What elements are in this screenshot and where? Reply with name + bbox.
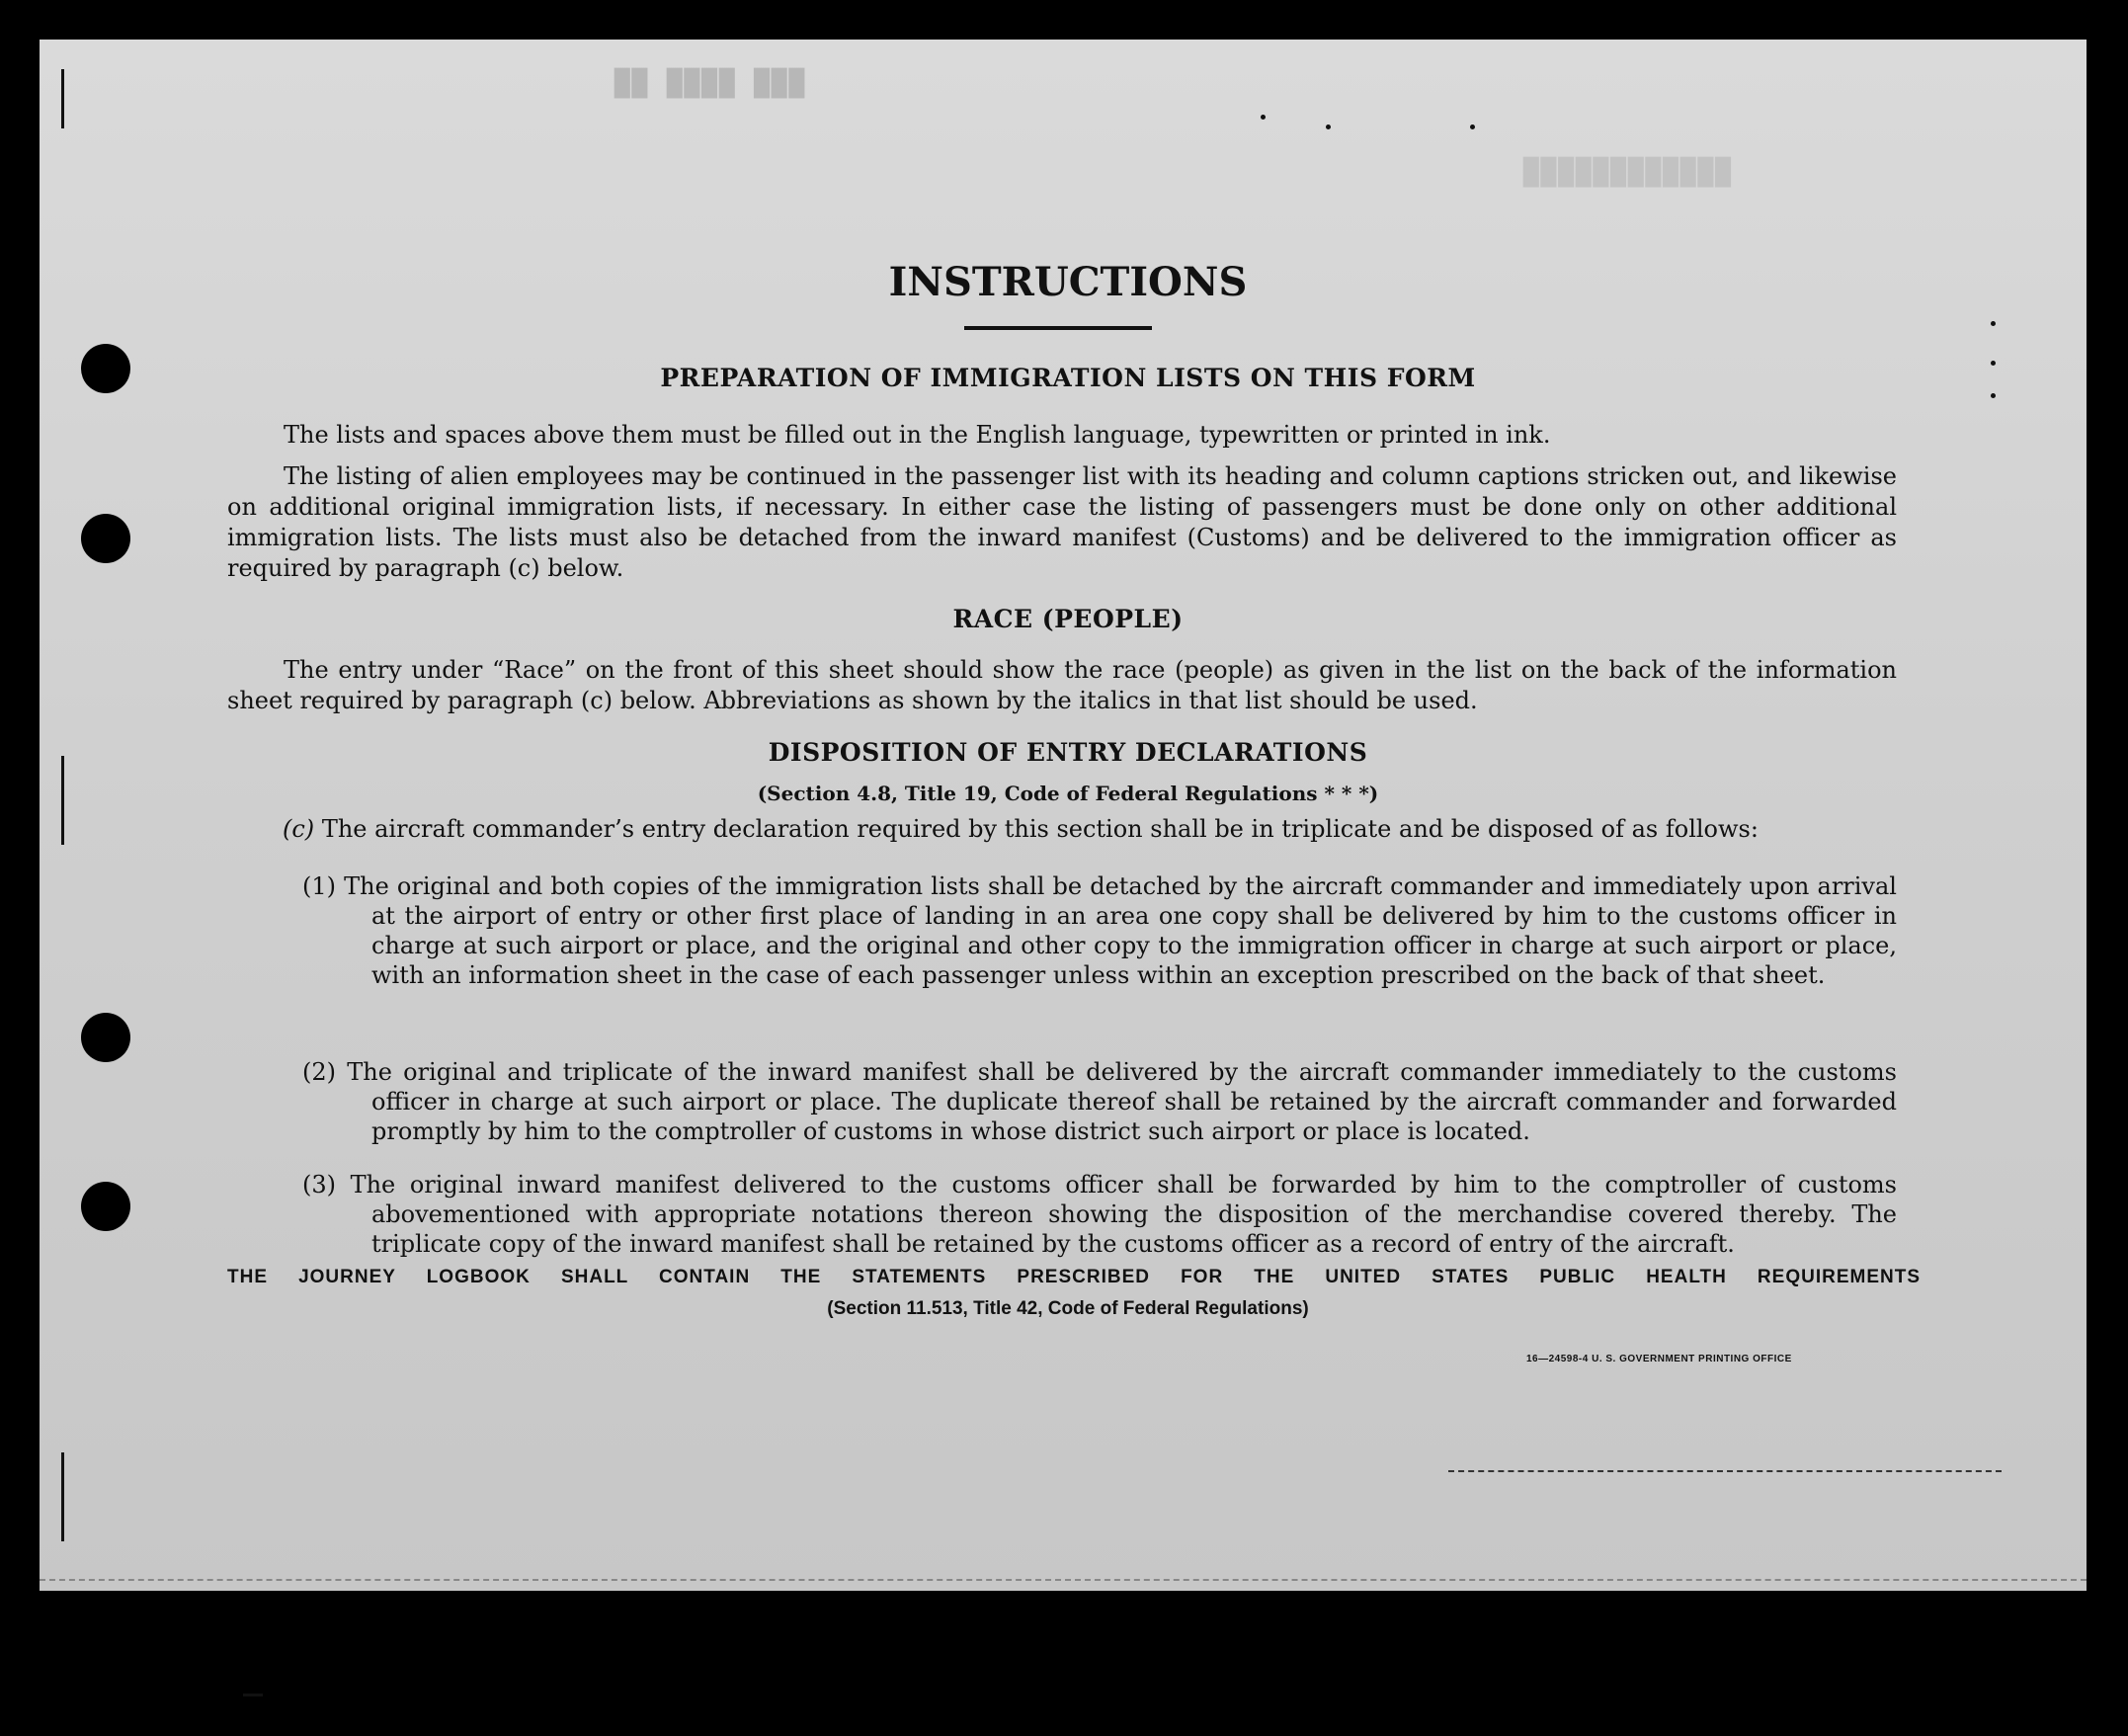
show-through-text: ████████████ xyxy=(1521,158,1731,188)
paragraph-text: The entry under “Race” on the front of this sheet should show the race (people) as given in the list on the back of the information sheet required by paragraph (c) below. Abbreviations as shown by the italics in that list should be used. xyxy=(227,656,1897,714)
section-heading-race: RACE (PEOPLE) xyxy=(952,605,1184,633)
paragraph-text: The listing of alien employees may be continued in the passenger list with its heading and column captions stricken out, and likewise on additional original immigration lists, if necessary. In either case the listing of passengers must be done only on other additional immigration lists. The lists must also be detached from the inward manifest (Customs) and be delivered to the immigration officer as required by paragraph (c) below. xyxy=(227,462,1897,582)
list-item xyxy=(302,871,1897,990)
list-item xyxy=(302,1057,1897,1146)
section-citation: (Section 4.8, Title 19, Code of Federal Regulations * * *) xyxy=(757,782,1379,805)
document-title: INSTRUCTIONS xyxy=(888,259,1248,305)
paragraph-label: (c) xyxy=(283,815,315,843)
paragraph xyxy=(227,655,1897,716)
item-number: (1) xyxy=(302,872,336,900)
item-text: The original and both copies of the immigration lists shall be detached by the aircraft commander and immediately upon arrival at the airport of entry or other first place of landing in an area one copy shall be delivered by him to the customs officer in charge at such airport or place, and the original and other copy to the immigration officer in charge at such airport or place, with an information sheet in the case of each passenger unless within an exception prescribed on the back of that sheet. xyxy=(344,872,1897,989)
paragraph-text: The lists and spaces above them must be filled out in the English language, typewritten or printed in ink. xyxy=(284,421,1551,449)
footer-citation: (Section 11.513, Title 42, Code of Federal Regulations) xyxy=(827,1298,1309,1319)
show-through-text: ███ ████ ██ xyxy=(613,69,805,99)
item-number: (2) xyxy=(302,1058,336,1086)
sheet-perforation xyxy=(40,1579,2087,1591)
footer-statement: THE JOURNEY LOGBOOK SHALL CONTAIN THE STATEMENTS PRESCRIBED FOR THE UNITED STATES PUBLIC HEALTH REQUIREMENTS xyxy=(227,1267,1921,1287)
paragraph-text: The aircraft commander’s entry declaration required by this section shall be in triplicate and be disposed of as follows: xyxy=(321,815,1759,843)
paragraph xyxy=(227,461,1897,584)
dashed-rule xyxy=(1448,1470,2002,1472)
document-page xyxy=(40,40,2087,1591)
title-underline xyxy=(964,326,1152,330)
item-text: The original inward manifest delivered to the customs officer shall be forwarded by him to the comptroller of customs abovementioned with appropriate notations thereon showing the disposition of the merchandise covered thereby. The triplicate copy of the inward manifest shall be retained by the customs officer as a record of entry of the aircraft. xyxy=(350,1171,1897,1258)
section-heading-disposition: DISPOSITION OF ENTRY DECLARATIONS xyxy=(768,738,1368,767)
section-heading-preparation: PREPARATION OF IMMIGRATION LISTS ON THIS FORM xyxy=(660,364,1476,392)
item-text: The original and triplicate of the inward manifest shall be delivered by the aircraft commander immediately to the customs officer in charge at such airport or place. The duplicate thereof shall be retained by the aircraft commander and forwarded promptly by him to the comptroller of customs in whose district such airport or place is located. xyxy=(347,1058,1897,1145)
list-item xyxy=(302,1170,1897,1259)
item-number: (3) xyxy=(302,1171,336,1199)
document-body xyxy=(40,40,2087,1591)
printer-imprint: 16—24598-4 U. S. GOVERNMENT PRINTING OFFICE xyxy=(1526,1354,1792,1364)
paragraph xyxy=(227,420,1897,451)
margin-mark xyxy=(243,1694,263,1696)
paragraph-c xyxy=(283,814,1897,845)
